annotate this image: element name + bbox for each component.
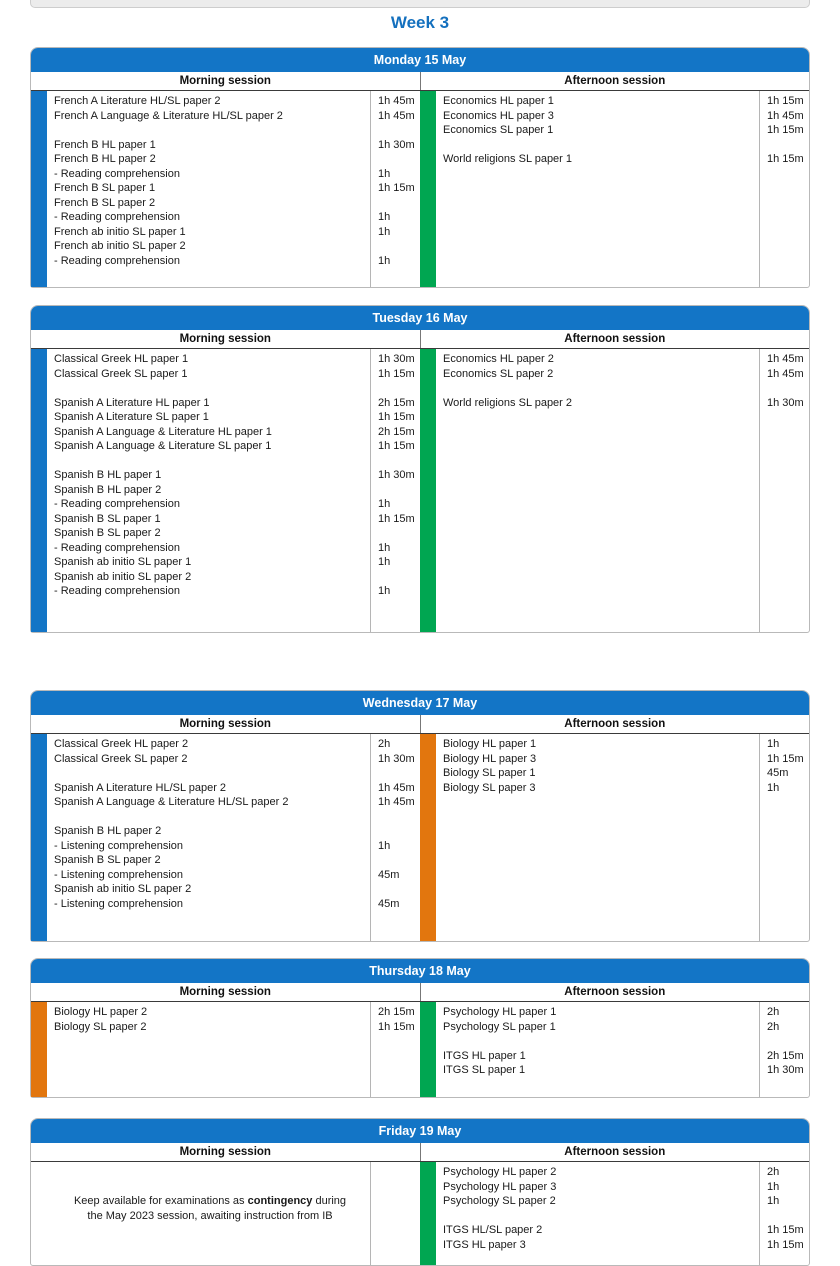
session-color-bar (31, 734, 47, 941)
session-color-bar (31, 1002, 47, 1097)
day-title: Thursday 18 May (31, 959, 809, 983)
morning-session (31, 1002, 420, 1097)
exam-name: Biology SL paper 3 (443, 781, 536, 794)
exam-names (436, 91, 759, 287)
exam-duration (378, 570, 420, 585)
exam-duration (378, 766, 420, 781)
exam-duration: 2h 15m (378, 1006, 415, 1018)
exam-duration (378, 381, 420, 396)
exam-name: Economics SL paper 1 (443, 124, 554, 136)
morning-session-label: Morning session (31, 983, 421, 1001)
exam-names (436, 734, 759, 941)
exam-duration: 1h 15m (767, 1238, 804, 1251)
exam-name: World religions SL paper 1 (443, 153, 573, 165)
exam-name: French B SL paper 2 (54, 196, 156, 209)
exam-name: Classical Greek SL paper 2 (54, 752, 188, 765)
exam-name: ITGS SL paper 1 (443, 1064, 526, 1076)
exam-durations (370, 91, 420, 287)
exam-name: - Reading comprehension (54, 211, 180, 223)
exam-name: Classical Greek HL paper 2 (54, 738, 189, 750)
exam-name: French ab initio SL paper 1 (54, 225, 186, 238)
session-color-bar (31, 349, 47, 632)
exam-name: - Listening comprehension (54, 897, 184, 910)
exam-name: ITGS HL paper 3 (443, 1238, 526, 1251)
exam-duration: 1h (378, 541, 391, 554)
exam-durations (759, 1002, 809, 1097)
session-color-bar (31, 1162, 47, 1265)
previous-week-card-edge (30, 0, 810, 8)
exam-duration: 1h 15m (378, 512, 415, 525)
exam-duration: 45m (767, 767, 789, 779)
exam-duration: 45m (378, 897, 400, 910)
exam-names (436, 1002, 759, 1097)
exam-name: Economics HL paper 1 (443, 95, 554, 107)
exam-name (54, 123, 366, 138)
exam-duration: 1h (378, 254, 391, 267)
exam-durations (759, 1162, 809, 1265)
exam-name: - Listening comprehension (54, 839, 184, 852)
exam-name (443, 138, 755, 153)
morning-session-label: Morning session (31, 1143, 421, 1161)
exam-duration: 1h (378, 556, 391, 568)
day-card (30, 47, 810, 288)
session-headers-row (31, 72, 809, 91)
exam-duration: 1h (378, 498, 391, 510)
exam-duration: 1h 30m (378, 138, 415, 151)
afternoon-session-label: Afternoon session (564, 1146, 666, 1158)
exam-duration (378, 483, 420, 498)
session-headers-row (31, 330, 809, 349)
morning-session (31, 1162, 420, 1265)
exam-name: Biology HL paper 2 (54, 1006, 148, 1018)
afternoon-session-label: Afternoon session (564, 718, 666, 730)
exam-names (47, 734, 370, 941)
exam-name: Spanish A Language & Literature HL paper 1 (54, 425, 272, 438)
exam-name: World religions SL paper 2 (443, 396, 573, 409)
exam-name: French B SL paper 1 (54, 182, 156, 194)
session-color-bar (420, 349, 436, 632)
exam-name: Spanish A Language & Literature HL/SL paper 2 (54, 796, 289, 808)
exam-name: - Reading comprehension (54, 167, 180, 180)
exam-duration: 2h (767, 1020, 780, 1033)
exam-duration: 1h 15m (378, 182, 415, 194)
exam-duration: 1h 15m (378, 411, 415, 423)
exam-duration: 1h 45m (378, 781, 415, 794)
exam-duration: 1h 45m (378, 109, 415, 122)
exam-duration (378, 882, 420, 897)
exam-duration: 2h 15m (378, 425, 415, 438)
afternoon-session (420, 349, 809, 632)
exam-duration (378, 152, 420, 167)
exam-names (436, 1162, 759, 1265)
exam-name: Economics HL paper 3 (443, 109, 554, 122)
exam-name: Spanish A Literature SL paper 1 (54, 411, 209, 423)
exam-duration: 1h 45m (767, 109, 804, 122)
afternoon-session-label: Afternoon session (564, 75, 666, 87)
exam-duration (767, 138, 809, 153)
day-title: Wednesday 17 May (31, 691, 809, 715)
morning-session-label: Morning session (31, 72, 421, 90)
exam-durations (759, 349, 809, 632)
afternoon-session (420, 1002, 809, 1097)
exam-name: - Reading comprehension (54, 585, 180, 597)
exam-name: Economics SL paper 2 (443, 367, 554, 380)
exam-duration: 1h 30m (378, 353, 415, 365)
exam-duration: 1h 15m (378, 367, 415, 380)
exam-name (443, 1209, 755, 1224)
exam-name (54, 454, 366, 469)
afternoon-session-label: Afternoon session (564, 333, 666, 345)
day-body (31, 1162, 809, 1265)
morning-session (31, 91, 420, 287)
exam-name: Biology HL paper 3 (443, 752, 537, 765)
exam-duration: 1h (767, 781, 780, 794)
exam-name: Biology HL paper 1 (443, 738, 537, 750)
exam-duration (767, 1209, 809, 1224)
exam-durations (370, 349, 420, 632)
session-color-bar (420, 91, 436, 287)
exam-name: French A Language & Literature HL/SL paper 2 (54, 109, 283, 122)
exam-duration: 2h 15m (378, 396, 415, 409)
exam-names (47, 1162, 370, 1265)
exam-name: French B HL paper 2 (54, 153, 156, 165)
exam-name: Spanish ab initio SL paper 2 (54, 570, 192, 583)
exam-duration: 1h 15m (378, 440, 415, 452)
exam-name: Psychology HL paper 2 (443, 1166, 557, 1178)
exam-name (54, 381, 366, 396)
exam-names (47, 91, 370, 287)
exam-duration (378, 123, 420, 138)
afternoon-session-label: Afternoon session (564, 986, 666, 998)
exam-duration (767, 381, 809, 396)
exam-name: Spanish B HL paper 1 (54, 469, 162, 481)
exam-duration: 1h (378, 211, 391, 223)
session-color-bar (31, 91, 47, 287)
exam-duration: 1h 15m (378, 1020, 415, 1033)
exam-name: French ab initio SL paper 2 (54, 240, 186, 252)
session-headers-row (31, 715, 809, 734)
exam-name (54, 810, 366, 825)
exam-duration: 1h (378, 225, 391, 238)
morning-session-label: Morning session (31, 715, 421, 733)
exam-duration (378, 454, 420, 469)
exam-duration: 2h (378, 738, 391, 750)
exam-duration: 1h (767, 738, 780, 750)
exam-schedule (0, 47, 840, 1266)
day-card (30, 958, 810, 1098)
exam-name: Biology SL paper 2 (54, 1020, 147, 1033)
exam-name: ITGS HL paper 1 (443, 1049, 526, 1062)
exam-duration (378, 526, 420, 541)
exam-duration: 1h 45m (767, 367, 804, 380)
exam-name (443, 1034, 755, 1049)
exam-duration: 1h 30m (378, 469, 415, 481)
day-body (31, 349, 809, 632)
day-card (30, 1118, 810, 1266)
exam-name: Spanish B SL paper 2 (54, 527, 161, 539)
exam-duration: 2h (767, 1166, 780, 1178)
week-title: Week 3 (390, 13, 450, 32)
day-body (31, 91, 809, 287)
exam-duration: 1h 45m (767, 353, 804, 365)
exam-name: Spanish A Literature HL paper 1 (54, 396, 210, 409)
exam-name: - Reading comprehension (54, 254, 180, 267)
day-body (31, 734, 809, 941)
exam-duration: 45m (378, 868, 400, 881)
exam-duration: 1h 45m (378, 796, 415, 808)
exam-name (443, 381, 755, 396)
exam-duration (378, 239, 420, 254)
exam-name: ITGS HL/SL paper 2 (443, 1224, 543, 1236)
exam-duration: 1h (378, 167, 391, 180)
exam-durations (370, 1002, 420, 1097)
exam-name: Spanish B HL paper 2 (54, 825, 162, 837)
exam-name (54, 766, 366, 781)
exam-names (436, 349, 759, 632)
exam-name: Psychology SL paper 1 (443, 1020, 556, 1033)
exam-duration: 1h 15m (767, 153, 804, 165)
exam-duration: 1h 30m (378, 752, 415, 765)
exam-name: Economics HL paper 2 (443, 353, 554, 365)
exam-duration: 1h 30m (767, 396, 804, 409)
morning-session-label: Morning session (31, 330, 421, 348)
exam-name: Spanish B SL paper 2 (54, 854, 161, 866)
exam-duration (378, 810, 420, 825)
exam-duration: 1h 15m (767, 124, 804, 136)
exam-duration: 1h 15m (767, 752, 804, 765)
day-body (31, 1002, 809, 1097)
exam-duration (378, 853, 420, 868)
exam-durations (370, 1162, 420, 1265)
exam-duration: 1h (767, 1195, 780, 1207)
session-color-bar (420, 1002, 436, 1097)
afternoon-session (420, 1162, 809, 1265)
contingency-note (54, 1194, 366, 1224)
exam-duration: 1h 45m (378, 95, 415, 107)
exam-name: Biology SL paper 1 (443, 767, 536, 779)
exam-name: Psychology HL paper 3 (443, 1180, 557, 1193)
exam-duration: 1h (767, 1180, 780, 1193)
exam-name: - Listening comprehension (54, 868, 184, 881)
exam-names (47, 1002, 370, 1097)
exam-duration: 1h (378, 839, 391, 852)
exam-duration (378, 824, 420, 839)
contingency-note-line2: the May 2023 session, awaiting instruction from IB (87, 1210, 333, 1222)
afternoon-session (420, 734, 809, 941)
exam-name: Spanish ab initio SL paper 2 (54, 883, 192, 895)
exam-name: Psychology SL paper 2 (443, 1195, 556, 1207)
day-title: Monday 15 May (31, 48, 809, 72)
exam-name: Spanish A Literature HL/SL paper 2 (54, 781, 227, 794)
exam-duration: 1h 30m (767, 1064, 804, 1076)
exam-durations (759, 734, 809, 941)
day-card (30, 305, 810, 633)
exam-duration: 1h 15m (767, 1224, 804, 1236)
contingency-note-line1: Keep available for examinations as contingency during (73, 1195, 347, 1207)
exam-name: Spanish B HL paper 2 (54, 483, 162, 496)
exam-duration (378, 196, 420, 211)
exam-duration (767, 1034, 809, 1049)
session-headers-row (31, 983, 809, 1002)
exam-duration: 2h 15m (767, 1049, 804, 1062)
morning-session (31, 734, 420, 941)
exam-duration: 2h (767, 1006, 780, 1018)
day-title: Tuesday 16 May (31, 306, 809, 330)
exam-name: French B HL paper 1 (54, 138, 156, 151)
exam-duration: 1h (378, 585, 391, 597)
exam-name: Spanish A Language & Literature SL paper 1 (54, 440, 272, 452)
exam-durations (370, 734, 420, 941)
exam-name: French A Literature HL/SL paper 2 (54, 95, 221, 107)
session-color-bar (420, 734, 436, 941)
exam-name: - Reading comprehension (54, 498, 180, 510)
exam-name: Psychology HL paper 1 (443, 1006, 557, 1018)
exam-duration: 1h 15m (767, 95, 804, 107)
exam-name: - Reading comprehension (54, 541, 180, 554)
session-headers-row (31, 1143, 809, 1162)
day-title: Friday 19 May (31, 1119, 809, 1143)
exam-name: Spanish ab initio SL paper 1 (54, 556, 192, 568)
morning-session (31, 349, 420, 632)
exam-name: Spanish B SL paper 1 (54, 512, 161, 525)
day-card (30, 690, 810, 942)
exam-durations (759, 91, 809, 287)
exam-name: Classical Greek SL paper 1 (54, 367, 188, 380)
exam-name: Classical Greek HL paper 1 (54, 353, 189, 365)
session-color-bar (420, 1162, 436, 1265)
exam-names (47, 349, 370, 632)
afternoon-session (420, 91, 809, 287)
